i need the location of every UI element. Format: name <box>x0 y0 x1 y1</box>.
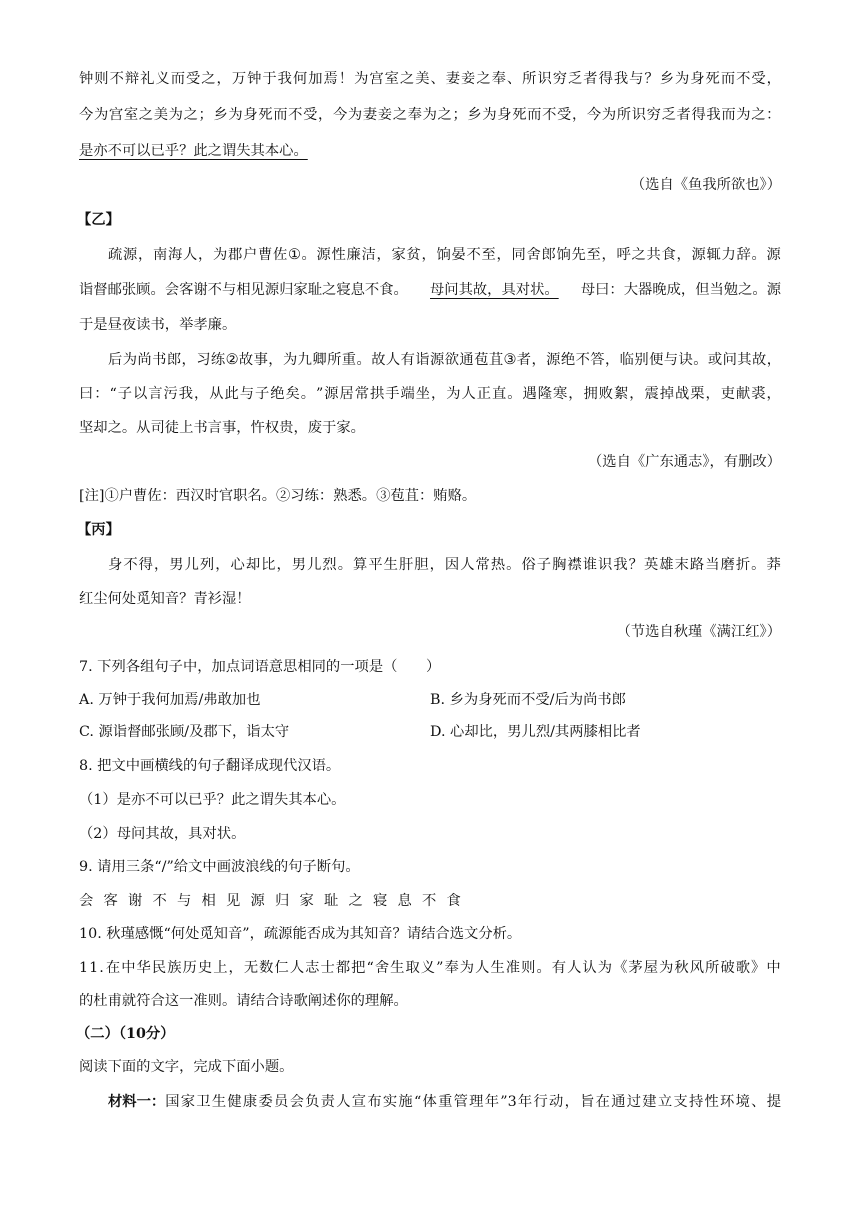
question-9: 9. 请用三条“/”给文中画波浪线的句子断句。 <box>79 859 360 875</box>
yi-header: 【乙】 <box>77 212 120 228</box>
yi-source: （选自《广东通志》，有删改） <box>587 454 781 470</box>
jia-source: （选自《鱼我所欲也》） <box>630 177 781 193</box>
bing-line-2: 红尘何处觅知音？青衫湿！ <box>79 591 251 607</box>
yi-p1-line-3: 于是昼夜读书，举孝廉。 <box>79 317 237 333</box>
bing-line-1: 身 不 得 ， 男 儿 列 ， 心 却 比 ， 男 儿 烈 。 算 平 生 肝 胆 ， 因 人 常 热 。 俗 子 胸 襟 谁 识 我 ？ 英 雄 末 路 当 磨 折 。 莽 <box>108 557 781 573</box>
material-1 <box>108 1092 781 1112</box>
question-8-part-1: （1）是亦不可以已乎？此之谓失其本心。 <box>79 792 346 808</box>
jia-line-3-underlined <box>79 141 308 161</box>
question-7-option-c: C. 源诣督邮张顾/及郡下，诣太守 <box>79 724 290 740</box>
wavy-sentence: 诣督邮张顾。会客谢不与相见源归家耻之寝息不食。 <box>79 282 408 298</box>
underlined-sentence-2: 母问其故，具对状。 <box>430 282 559 298</box>
material-1-label: 材料一： <box>108 1094 166 1110</box>
yi-p2-line-3: 坚却之。从司徒上书言事，忤权贵，废于家。 <box>79 420 365 436</box>
question-7-option-b: B. 乡为身死而不受/后为尚书郎 <box>430 692 626 708</box>
yi-p2-line-2: 曰 ： “ 子 以 言 污 我 ， 从 此 与 子 绝 矣 。 ” 源 居 常 拱 手 端 坐 ， 为 人 正 直 。 遇 隆 寒 ， 拥 败 絮 ， 震 掉 战 栗 ， 吏 献 裘 ， <box>79 386 781 402</box>
part-2-header: （二）（10分） <box>76 1026 175 1042</box>
question-7-option-a: A. 万钟于我何加焉/弗敢加也 <box>79 692 261 708</box>
yi-p1-line-2 <box>79 280 781 300</box>
question-8: 8. 把文中画横线的句子翻译成现代汉语。 <box>79 758 341 774</box>
question-7-option-d: D. 心却比，男儿烈/其两膝相比者 <box>430 724 641 740</box>
question-10: 10. 秋瑾感慨“何处觅知音”，疏源能否成为其知音？请结合选文分析。 <box>79 926 522 942</box>
question-11-line-1: 1 1 . 在 中 华 民 族 历 史 上 ， 无 数 仁 人 志 士 都 把 “ 舍 生 取 义 ” 奉 为 人 生 准 则 。 有 人 认 为 《 茅 屋 为 秋 风 所 破 歌 》 中 <box>79 960 781 976</box>
yi-p1-line-2-tail: 母曰：大器晚成，但当勉之。源 <box>580 282 781 298</box>
bing-header: 【丙】 <box>77 522 120 538</box>
jia-line-1: 钟 则 不 辩 礼 义 而 受 之 ， 万 钟 于 我 何 加 焉 ！ 为 宫 室 之 美 、 妻 妾 之 奉 、 所 识 穷 乏 者 得 我 与 ？ 乡 为 身 死 而 不 受 ， <box>79 71 781 87</box>
question-8-part-2: （2）母问其故，具对状。 <box>79 826 246 842</box>
question-9-sentence: 会客谢不与相见源归家耻之寝息不食 <box>79 893 471 909</box>
yi-note: [注]①户曹佐：西汉时官职名。②习练：熟悉。③苞苴：贿赂。 <box>79 488 477 504</box>
underlined-sentence-1: 是亦不可以已乎？此之谓失其本心。 <box>79 143 308 159</box>
bing-source: （节选自秋瑾《满江红》） <box>616 624 781 640</box>
question-7: 7. 下列各组句子中，加点词语意思相同的一项是（ ） <box>79 659 441 675</box>
jia-line-2: 今 为 宫 室 之 美 为 之 ； 乡 为 身 死 而 不 受 ， 今 为 妻 妾 之 奉 为 之 ； 乡 为 身 死 而 不 受 ， 今 为 所 识 穷 乏 者 得 我 而 为 之 ： <box>79 107 781 123</box>
part-2-intro: 阅读下面的文字，完成下面小题。 <box>79 1059 294 1075</box>
yi-p2-line-1: 后 为 尚 书 郎 ， 习 练 ② 故 事 ， 为 九 卿 所 重 。 故 人 有 诣 源 欲 通 苞 苴 ③ 者 ， 源 绝 不 答 ， 临 别 便 与 诀 。 或 问 其 故 ， <box>108 352 781 368</box>
material-1-text: 国家卫生健康委员会负责人宣布实施“体重管理年”3年行动，旨在通过建立支持性环境、提 <box>165 1094 781 1110</box>
yi-p1-line-1: 疏 源 ， 南 海 人 ， 为 郡 户 曹 佐 ① 。 源 性 廉 洁 ， 家 贫 ， 饷 晏 不 至 ， 同 舍 郎 饷 先 至 ， 呼 之 共 食 ， 源 辄 力 辞 。 源 <box>108 247 781 263</box>
question-11-line-2: 的杜甫就符合这一准则。请结合诗歌阐述你的理解。 <box>79 993 408 1009</box>
